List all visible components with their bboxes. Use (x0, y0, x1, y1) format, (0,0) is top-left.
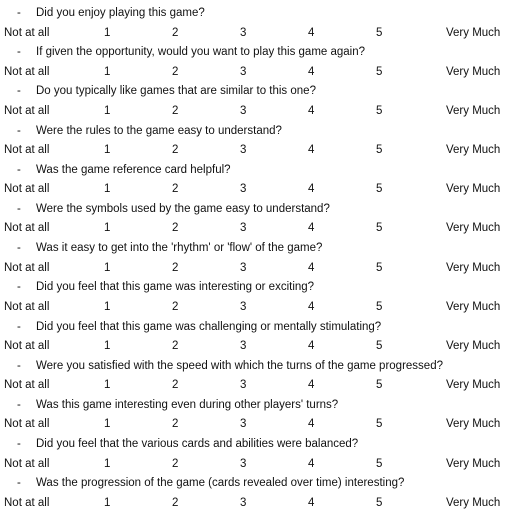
scale-point-3: 3 (240, 26, 247, 39)
scale-point-1: 1 (104, 144, 111, 157)
question-text: Were the symbols used by the game easy to understand? (36, 202, 330, 215)
scale-point-2: 2 (172, 457, 179, 470)
question-text: Did you feel that the various cards and abilities were balanced? (36, 438, 359, 451)
question-text: If given the opportunity, would you want to play this game again? (36, 46, 366, 59)
scale-high-label: Very Much (446, 104, 501, 117)
survey-question-block (0, 200, 512, 239)
question-text: Was it easy to get into the 'rhythm' or 'flow' of the game? (36, 242, 323, 255)
survey-question-block (0, 4, 512, 43)
scale-point-1: 1 (104, 496, 111, 509)
survey-question-block (0, 239, 512, 278)
question-bullet: - (17, 477, 21, 490)
scale-point-3: 3 (240, 457, 247, 470)
scale-point-5: 5 (376, 183, 383, 196)
question-bullet: - (17, 398, 21, 411)
scale-high-label: Very Much (446, 222, 501, 235)
scale-point-5: 5 (376, 104, 383, 117)
question-text: Did you enjoy playing this game? (36, 7, 205, 19)
scale-high-label: Very Much (446, 340, 501, 352)
scale-point-4: 4 (308, 222, 315, 235)
scale-point-3: 3 (240, 496, 247, 509)
question-bullet: - (17, 46, 21, 59)
scale-point-4: 4 (308, 26, 315, 39)
question-text-line (17, 82, 316, 101)
scale-point-5: 5 (376, 379, 383, 392)
scale-high-label: Very Much (446, 379, 501, 392)
rating-scale (0, 180, 512, 199)
scale-point-4: 4 (308, 457, 315, 470)
scale-point-5: 5 (376, 418, 383, 431)
scale-point-1: 1 (104, 65, 111, 78)
scale-point-4: 4 (308, 65, 315, 78)
scale-high-label: Very Much (446, 144, 501, 157)
scale-point-2: 2 (172, 104, 179, 117)
question-text: Did you feel that this game was challenging or mentally stimulating? (36, 320, 382, 333)
scale-point-5: 5 (376, 457, 383, 470)
question-text: Was the progression of the game (cards revealed over time) interesting? (36, 477, 405, 490)
question-text-line (17, 435, 358, 454)
scale-point-1: 1 (104, 104, 111, 117)
rating-scale (0, 141, 512, 160)
survey-question-block (0, 122, 512, 161)
survey-question-block (0, 82, 512, 121)
scale-high-label: Very Much (446, 261, 501, 274)
scale-point-4: 4 (308, 496, 315, 509)
scale-point-2: 2 (172, 379, 179, 392)
scale-point-4: 4 (308, 261, 315, 274)
survey-question-block (0, 43, 512, 82)
survey-question-block (0, 396, 512, 435)
scale-point-2: 2 (172, 300, 179, 313)
rating-scale (0, 337, 512, 356)
scale-point-1: 1 (104, 457, 111, 470)
scale-point-5: 5 (376, 222, 383, 235)
question-text: Was the game reference card helpful? (36, 163, 231, 176)
scale-point-3: 3 (240, 340, 247, 352)
question-text-line (17, 396, 338, 415)
scale-point-4: 4 (308, 183, 315, 196)
scale-low-label: Not at all (4, 300, 50, 313)
survey-question-block (0, 474, 512, 513)
scale-point-3: 3 (240, 65, 247, 78)
question-text-line (17, 43, 365, 62)
scale-point-3: 3 (240, 300, 247, 313)
survey-question-block (0, 318, 512, 357)
scale-low-label: Not at all (4, 183, 50, 196)
scale-high-label: Very Much (446, 496, 501, 509)
question-bullet: - (17, 85, 21, 98)
question-text: Were you satisfied with the speed with which the turns of the game progressed? (36, 359, 443, 372)
scale-low-label: Not at all (4, 104, 50, 117)
question-bullet: - (17, 163, 21, 176)
question-text: Do you typically like games that are similar to this one? (36, 85, 316, 98)
question-text-line (17, 318, 381, 337)
question-text-line (17, 474, 404, 493)
scale-low-label: Not at all (4, 65, 50, 78)
scale-point-2: 2 (172, 418, 179, 431)
question-bullet: - (17, 7, 21, 19)
question-bullet: - (17, 359, 21, 372)
scale-point-3: 3 (240, 379, 247, 392)
scale-point-5: 5 (376, 261, 383, 274)
scale-low-label: Not at all (4, 261, 50, 274)
question-bullet: - (17, 438, 21, 451)
scale-point-4: 4 (308, 418, 315, 431)
scale-point-1: 1 (104, 340, 111, 352)
question-text-line (17, 161, 231, 180)
scale-point-5: 5 (376, 144, 383, 157)
scale-point-1: 1 (104, 183, 111, 196)
scale-point-3: 3 (240, 104, 247, 117)
rating-scale (0, 298, 512, 317)
survey-question-block (0, 435, 512, 474)
scale-point-5: 5 (376, 340, 383, 352)
scale-point-1: 1 (104, 300, 111, 313)
scale-point-5: 5 (376, 65, 383, 78)
rating-scale (0, 415, 512, 434)
scale-point-3: 3 (240, 144, 247, 157)
scale-high-label: Very Much (446, 300, 501, 313)
survey-question-block (0, 278, 512, 317)
survey-question-block (0, 357, 512, 396)
scale-point-4: 4 (308, 340, 315, 352)
rating-scale (0, 259, 512, 278)
scale-high-label: Very Much (446, 183, 501, 196)
scale-point-1: 1 (104, 26, 111, 39)
scale-high-label: Very Much (446, 457, 501, 470)
scale-point-3: 3 (240, 418, 247, 431)
scale-point-2: 2 (172, 65, 179, 78)
scale-low-label: Not at all (4, 496, 50, 509)
scale-point-4: 4 (308, 144, 315, 157)
scale-point-2: 2 (172, 496, 179, 509)
scale-high-label: Very Much (446, 418, 501, 431)
scale-low-label: Not at all (4, 222, 50, 235)
question-text-line (17, 239, 322, 258)
rating-scale (0, 24, 512, 43)
scale-point-3: 3 (240, 222, 247, 235)
scale-point-5: 5 (376, 496, 383, 509)
scale-low-label: Not at all (4, 144, 50, 157)
scale-point-1: 1 (104, 418, 111, 431)
question-text-line (17, 4, 205, 23)
scale-point-1: 1 (104, 379, 111, 392)
rating-scale (0, 376, 512, 395)
rating-scale (0, 455, 512, 474)
question-text-line (17, 122, 282, 141)
scale-point-3: 3 (240, 261, 247, 274)
survey-questionnaire (0, 4, 512, 513)
scale-point-4: 4 (308, 300, 315, 313)
scale-high-label: Very Much (446, 26, 501, 39)
scale-low-label: Not at all (4, 379, 50, 392)
question-text-line (17, 278, 314, 297)
scale-low-label: Not at all (4, 340, 50, 352)
scale-point-4: 4 (308, 104, 315, 117)
scale-high-label: Very Much (446, 65, 501, 78)
question-text: Were the rules to the game easy to understand? (36, 124, 282, 137)
scale-point-2: 2 (172, 340, 179, 352)
scale-point-2: 2 (172, 261, 179, 274)
scale-low-label: Not at all (4, 457, 50, 470)
question-bullet: - (17, 124, 21, 137)
scale-point-2: 2 (172, 183, 179, 196)
scale-low-label: Not at all (4, 26, 50, 39)
question-text: Was this game interesting even during other players' turns? (36, 398, 339, 411)
question-bullet: - (17, 320, 21, 333)
question-bullet: - (17, 242, 21, 255)
survey-question-block (0, 161, 512, 200)
scale-point-1: 1 (104, 222, 111, 235)
scale-point-5: 5 (376, 300, 383, 313)
question-text: Did you feel that this game was interesting or exciting? (36, 281, 315, 294)
rating-scale (0, 494, 512, 513)
scale-point-1: 1 (104, 261, 111, 274)
question-text-line (17, 200, 330, 219)
scale-point-2: 2 (172, 144, 179, 157)
question-bullet: - (17, 202, 21, 215)
scale-low-label: Not at all (4, 418, 50, 431)
question-bullet: - (17, 281, 21, 294)
scale-point-4: 4 (308, 379, 315, 392)
scale-point-2: 2 (172, 26, 179, 39)
scale-point-2: 2 (172, 222, 179, 235)
scale-point-5: 5 (376, 26, 383, 39)
question-text-line (17, 357, 443, 376)
rating-scale (0, 63, 512, 82)
rating-scale (0, 102, 512, 121)
scale-point-3: 3 (240, 183, 247, 196)
rating-scale (0, 219, 512, 238)
